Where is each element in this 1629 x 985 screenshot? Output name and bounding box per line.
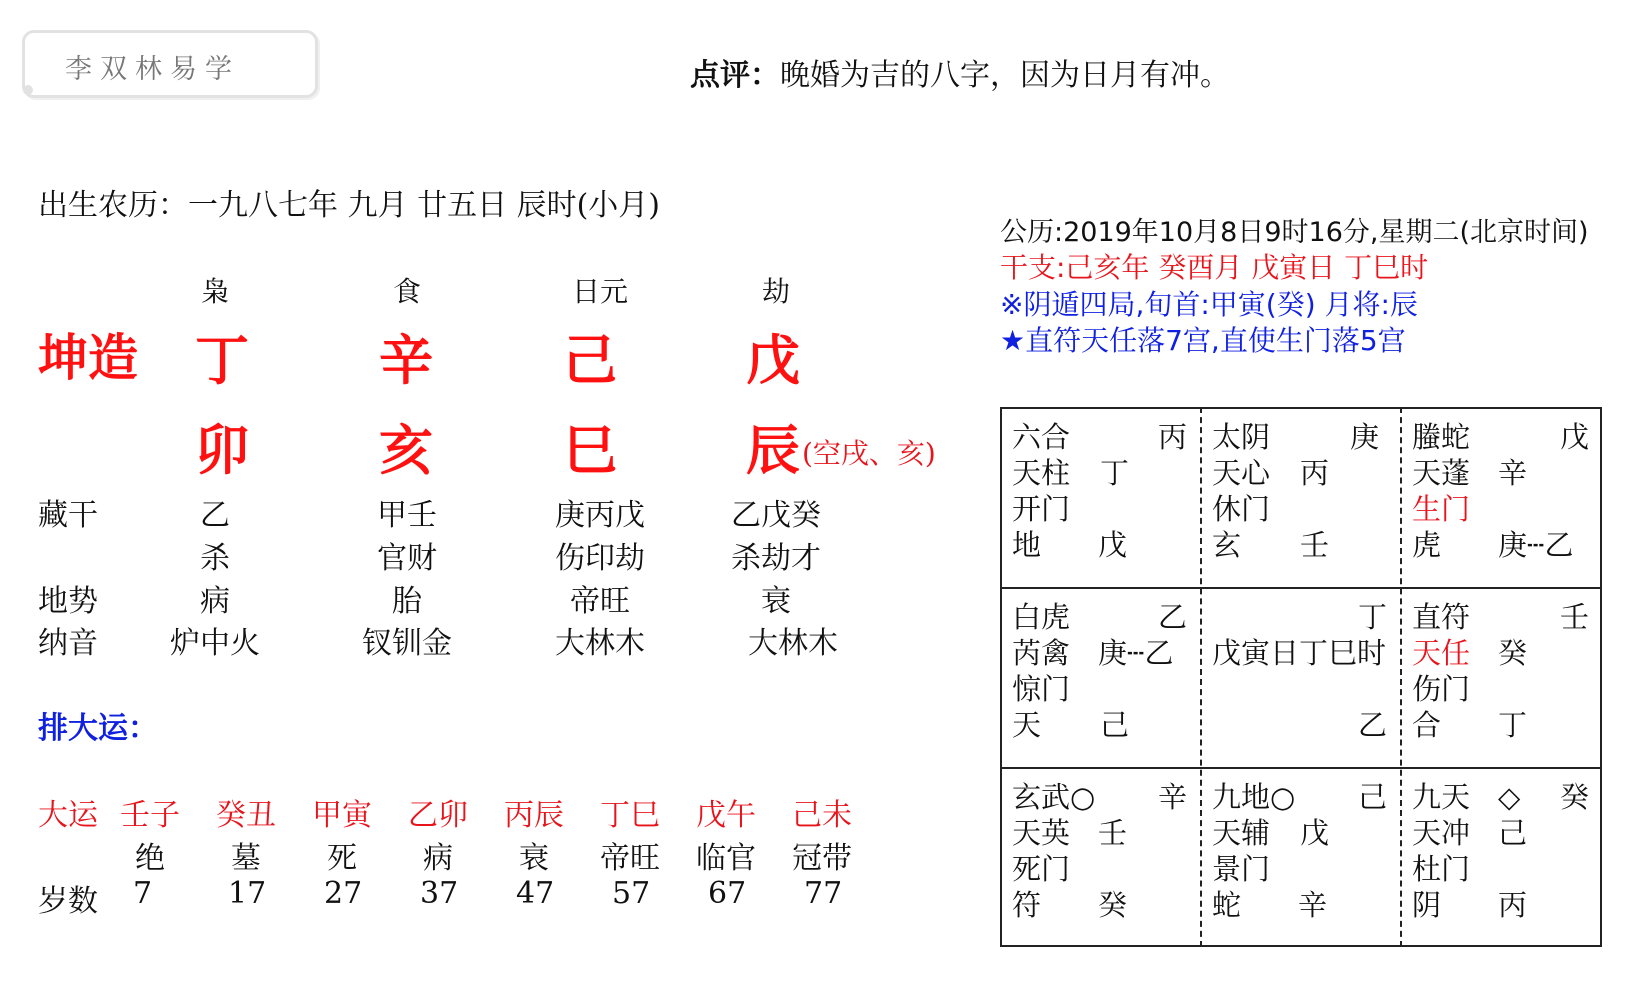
canggan-shishen: 杀 (200, 541, 230, 576)
palace-di-stem: 癸 (1098, 888, 1128, 922)
palace-cell (1400, 767, 1600, 947)
earthly-branch: 巳 (563, 419, 617, 482)
earthly-branch: 卯 (195, 419, 249, 482)
palace-di-stem: 丙 (1498, 888, 1528, 922)
canggan-shishen: 杀劫才 (731, 541, 821, 576)
ju-line: ※阴遁四局,旬首:甲寅(癸) 月将:辰 (1000, 288, 1418, 321)
dayun-age: 47 (516, 876, 555, 911)
palace-di-stem: 乙 (1358, 708, 1388, 742)
palace-star: 天辅 (1212, 816, 1271, 850)
dayun-title: 排大运： (38, 711, 158, 746)
palace-di: 天 (1012, 708, 1042, 742)
grid-line (1600, 407, 1602, 947)
palace-cell (1000, 587, 1200, 767)
canggan-shishen: 伤印劫 (555, 541, 645, 576)
canggan: 乙戊癸 (731, 498, 821, 533)
palace-star: 天柱 (1012, 456, 1071, 490)
dayun-ganzhi: 丁巳 (600, 798, 660, 833)
dayun-state: 绝 (135, 841, 165, 876)
comment (690, 50, 1230, 94)
canggan-label: 藏干 (38, 498, 98, 533)
palace-star-stem: 癸 (1498, 636, 1528, 670)
palace-di: 虎 (1412, 528, 1442, 562)
dayun-label: 大运 (38, 798, 98, 833)
palace-tian-stem: 壬 (1560, 600, 1590, 634)
dayun-ganzhi: 戊午 (696, 798, 756, 833)
dishi: 胎 (392, 584, 422, 619)
palace-star: 天蓬 (1412, 456, 1471, 490)
pillar-shishen: 日元 (571, 275, 629, 308)
palace-di-stem: 辛 (1298, 888, 1328, 922)
dayun-age: 27 (324, 876, 363, 911)
palace-di-stem: 庚┄乙 (1498, 528, 1574, 562)
palace-di-stem: 己 (1100, 708, 1130, 742)
palace-cell (1200, 407, 1400, 587)
palace-god: 直符 (1412, 600, 1471, 634)
palace-di-stem: 戊 (1098, 528, 1128, 562)
dayun-ganzhi: 乙卯 (408, 798, 468, 833)
dayun-age: 37 (420, 876, 459, 911)
palace-god: 九天 (1412, 780, 1471, 814)
palace-cell (1200, 767, 1400, 947)
dayun-state: 墓 (231, 841, 261, 876)
palace-star-stem: 庚┄乙 (1098, 636, 1174, 670)
dayun-age: 67 (708, 876, 747, 911)
nayin-label: 纳音 (38, 626, 98, 661)
dayun-age: 57 (612, 876, 651, 911)
palace-cell (1400, 407, 1600, 587)
palace-god: 螣蛇 (1412, 420, 1471, 454)
palace-tian-stem: 乙 (1158, 600, 1188, 634)
comment-label: 点评： (690, 58, 780, 93)
palace-star: 天任 (1412, 636, 1471, 670)
logo-dot-icon (23, 85, 33, 95)
dishi-label: 地势 (38, 584, 98, 619)
palace-di-stem: 壬 (1300, 528, 1330, 562)
canggan-shishen: 官财 (377, 541, 437, 576)
palace-god: 太阴 (1212, 420, 1271, 454)
nayin: 炉中火 (170, 626, 260, 661)
palace-star: 天冲 (1412, 816, 1471, 850)
nayin: 大林木 (555, 626, 645, 661)
earthly-branch: 辰 (746, 419, 800, 482)
palace-door: 惊门 (1012, 672, 1071, 706)
palace-door: 开门 (1012, 492, 1071, 526)
heavenly-stem: 丁 (195, 329, 249, 392)
dayun-ganzhi: 癸丑 (216, 798, 276, 833)
dayun-state: 病 (423, 841, 453, 876)
kongwang: (空戌、亥) (802, 437, 936, 470)
gender-label: 坤造 (38, 329, 138, 387)
palace-cell (1000, 767, 1200, 947)
palace-cell-center (1200, 587, 1400, 767)
dayun-age: 77 (804, 876, 843, 911)
qimen-grid (1000, 407, 1602, 947)
palace-tian-stem: 己 (1358, 780, 1388, 814)
dayun-state: 冠带 (792, 841, 852, 876)
palace-tian-stem: 癸 (1560, 780, 1590, 814)
dayun-age: 7 (133, 876, 153, 911)
dishi: 病 (200, 584, 230, 619)
dishi: 帝旺 (570, 584, 630, 619)
dayun-ganzhi: 己未 (792, 798, 852, 833)
pillar-shishen: 枭 (200, 275, 230, 308)
birth-info: 出生农历：一九八七年 九月 廿五日 辰时(小月) (38, 188, 661, 223)
diamond-icon: ◇ (1498, 780, 1521, 814)
palace-god: 玄武○ (1012, 780, 1096, 814)
palace-di: 合 (1412, 708, 1442, 742)
palace-star: 芮禽 (1012, 636, 1071, 670)
palace-di-stem: 丁 (1498, 708, 1528, 742)
palace-di: 玄 (1212, 528, 1242, 562)
palace-star: 天心 (1212, 456, 1271, 490)
palace-tian-stem: 丙 (1158, 420, 1188, 454)
palace-god: 白虎 (1012, 600, 1071, 634)
palace-door: 死门 (1012, 852, 1071, 886)
gongli-line: 公历:2019年10月8日9时16分,星期二(北京时间) (1000, 217, 1589, 248)
heavenly-stem: 戊 (746, 329, 800, 392)
palace-tian-stem: 庚 (1350, 420, 1380, 454)
palace-tian-stem: 辛 (1158, 780, 1188, 814)
palace-star-stem: 戊 (1300, 816, 1330, 850)
age-label: 岁数 (38, 884, 98, 919)
palace-di: 蛇 (1212, 888, 1242, 922)
pillar-shishen: 食 (392, 275, 422, 308)
zhifu-line: ★直符天任落7宫,直使生门落5宫 (1000, 324, 1406, 357)
palace-star-stem: 辛 (1498, 456, 1528, 490)
ganzhi-line: 干支:己亥年 癸酉月 戊寅日 丁巳时 (1000, 251, 1429, 284)
palace-star-stem: 壬 (1098, 816, 1128, 850)
palace-door: 伤门 (1412, 672, 1471, 706)
heavenly-stem: 辛 (379, 329, 433, 392)
earthly-branch: 亥 (379, 419, 433, 482)
palace-cell (1400, 587, 1600, 767)
pillar-shishen: 劫 (761, 275, 791, 308)
brand-logo (22, 30, 318, 98)
brand-name: 李双林易学 (65, 54, 240, 85)
dayun-state: 临官 (696, 841, 756, 876)
palace-door: 景门 (1212, 852, 1271, 886)
palace-di: 阴 (1412, 888, 1442, 922)
palace-star-stem: 己 (1498, 816, 1528, 850)
dayun-state: 衰 (519, 841, 549, 876)
canggan: 甲壬 (377, 498, 437, 533)
palace-tian-stem: 戊 (1560, 420, 1590, 454)
dayun-state: 帝旺 (600, 841, 660, 876)
palace-cell (1000, 407, 1200, 587)
palace-di: 符 (1012, 888, 1042, 922)
palace-star-stem: 丙 (1300, 456, 1330, 490)
palace-god: 六合 (1012, 420, 1071, 454)
dayun-ganzhi: 丙辰 (504, 798, 564, 833)
palace-door: 休门 (1212, 492, 1271, 526)
palace-door: 生门 (1412, 492, 1471, 526)
palace-di: 地 (1012, 528, 1042, 562)
palace-door: 杜门 (1412, 852, 1471, 886)
palace-star: 天英 (1012, 816, 1071, 850)
dayun-state: 死 (327, 841, 357, 876)
dayun-ganzhi: 壬子 (120, 798, 180, 833)
center-datetime: 戊寅日丁巳时 (1212, 636, 1387, 670)
dishi: 衰 (761, 584, 791, 619)
palace-tian-stem: 丁 (1358, 600, 1388, 634)
nayin: 钗钏金 (362, 626, 452, 661)
palace-god: 九地○ (1212, 780, 1296, 814)
heavenly-stem: 己 (563, 329, 617, 392)
nayin: 大林木 (748, 626, 838, 661)
palace-star-stem: 丁 (1100, 456, 1130, 490)
canggan: 庚丙戊 (555, 498, 645, 533)
canggan: 乙 (200, 498, 230, 533)
comment-text: 晚婚为吉的八字，因为日月有冲。 (780, 58, 1230, 93)
dayun-age: 17 (228, 876, 267, 911)
dayun-ganzhi: 甲寅 (312, 798, 372, 833)
